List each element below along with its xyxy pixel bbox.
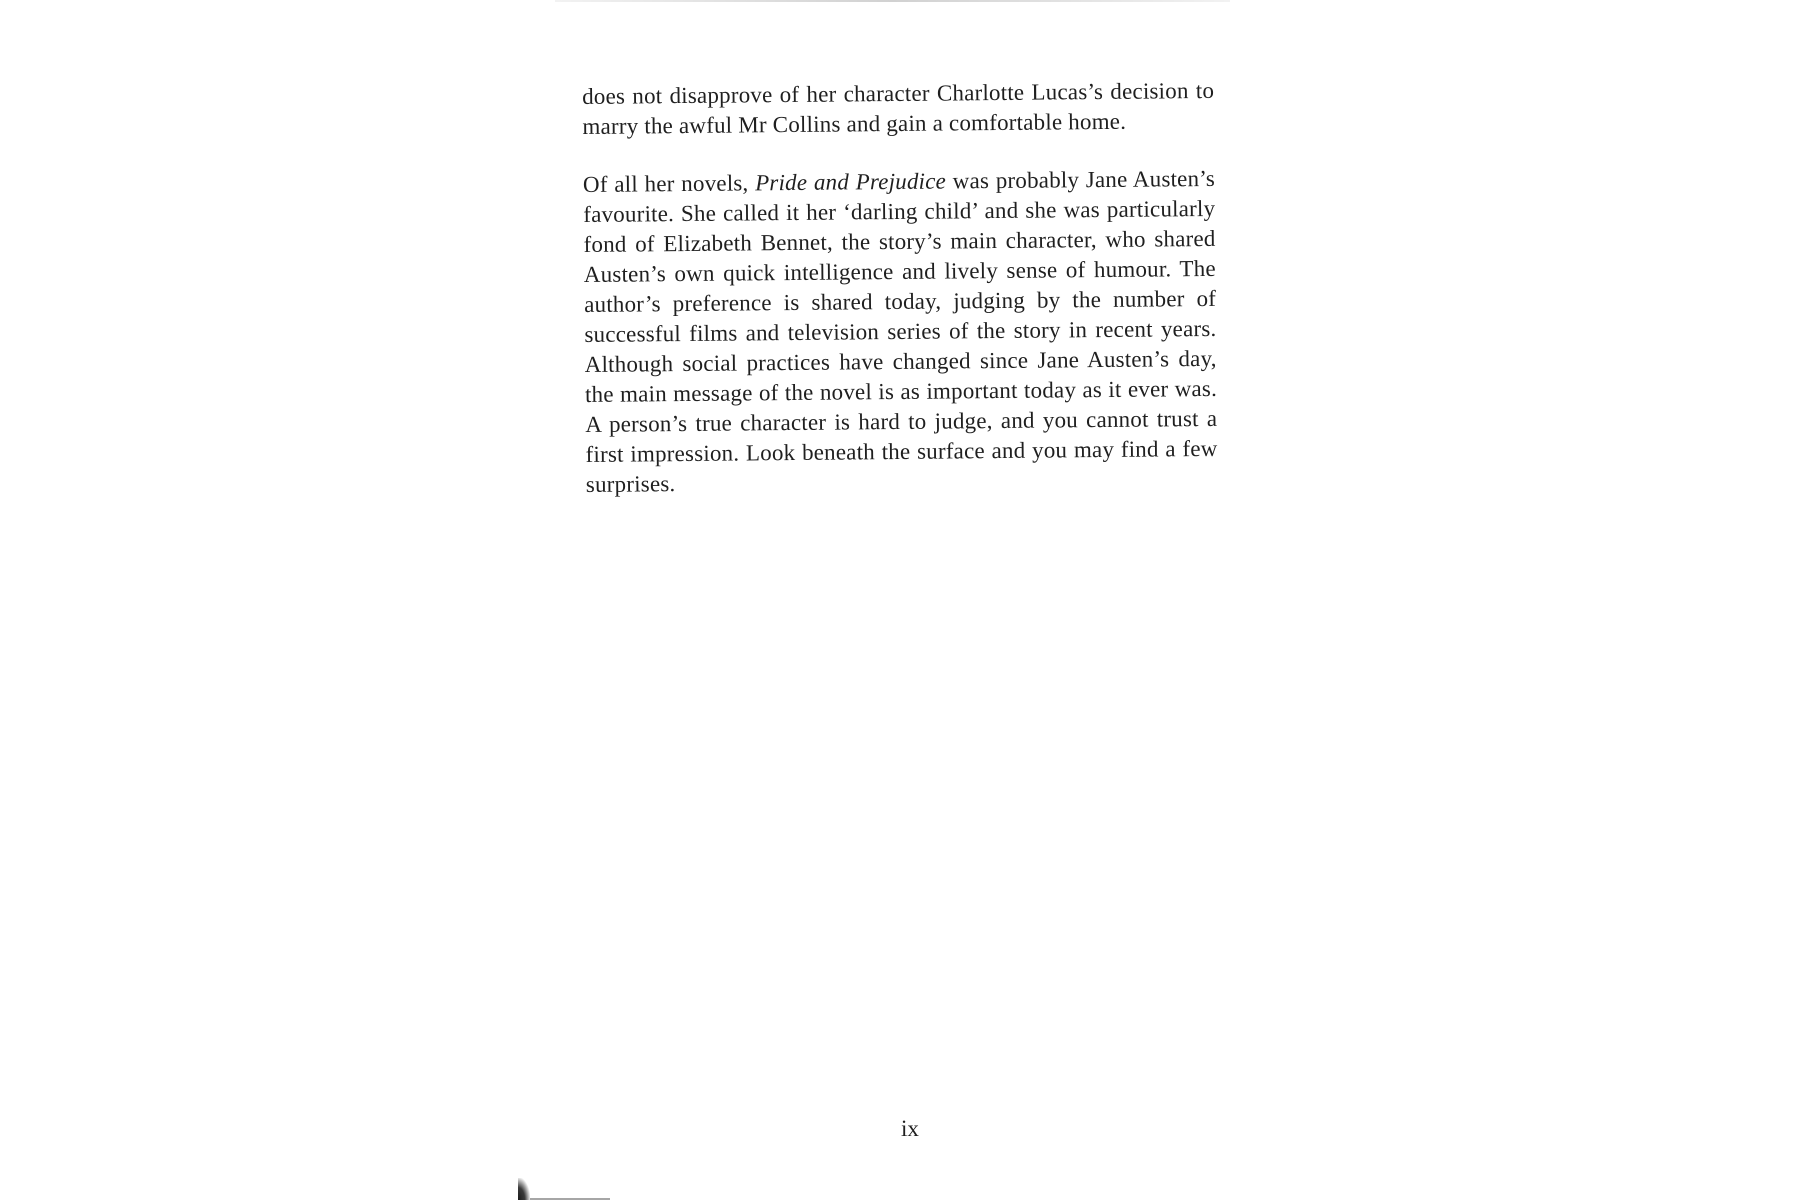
paragraph-main-text: was probably Jane Austen’s favourite. She called it her ‘darling child’ and she was particularly fond of Elizabeth Bennet, the story’s main character, who shared Austen’s own quick intelligence and lively sense of humour. The author’s preference is shared today, judging by the number of successful films and television series of the story in recent years. Although social practices have changed since Jane Austen’s day, the main message of the novel is as important today as it ever was. A person’s true character is hard to judge, and you cannot trust a first impression. Look beneath the surface and you may find a few surprises. [583,165,1218,497]
page-number: ix [901,1116,919,1141]
book-title-italic: Pride and Prejudice [754,168,947,196]
scan-bottom-corner-shadow [518,1178,530,1200]
paragraph-intro-text: Of all her novels, [582,170,756,197]
paragraph-pride-and-prejudice [583,164,1218,500]
scan-top-edge [555,0,1230,2]
paragraph-charlotte-lucas: does not disapprove of her character Charlotte Lucas’s decision to marry the awful Mr Collins and gain a comfortable home. [582,77,1215,139]
page-body-text [582,76,1218,500]
